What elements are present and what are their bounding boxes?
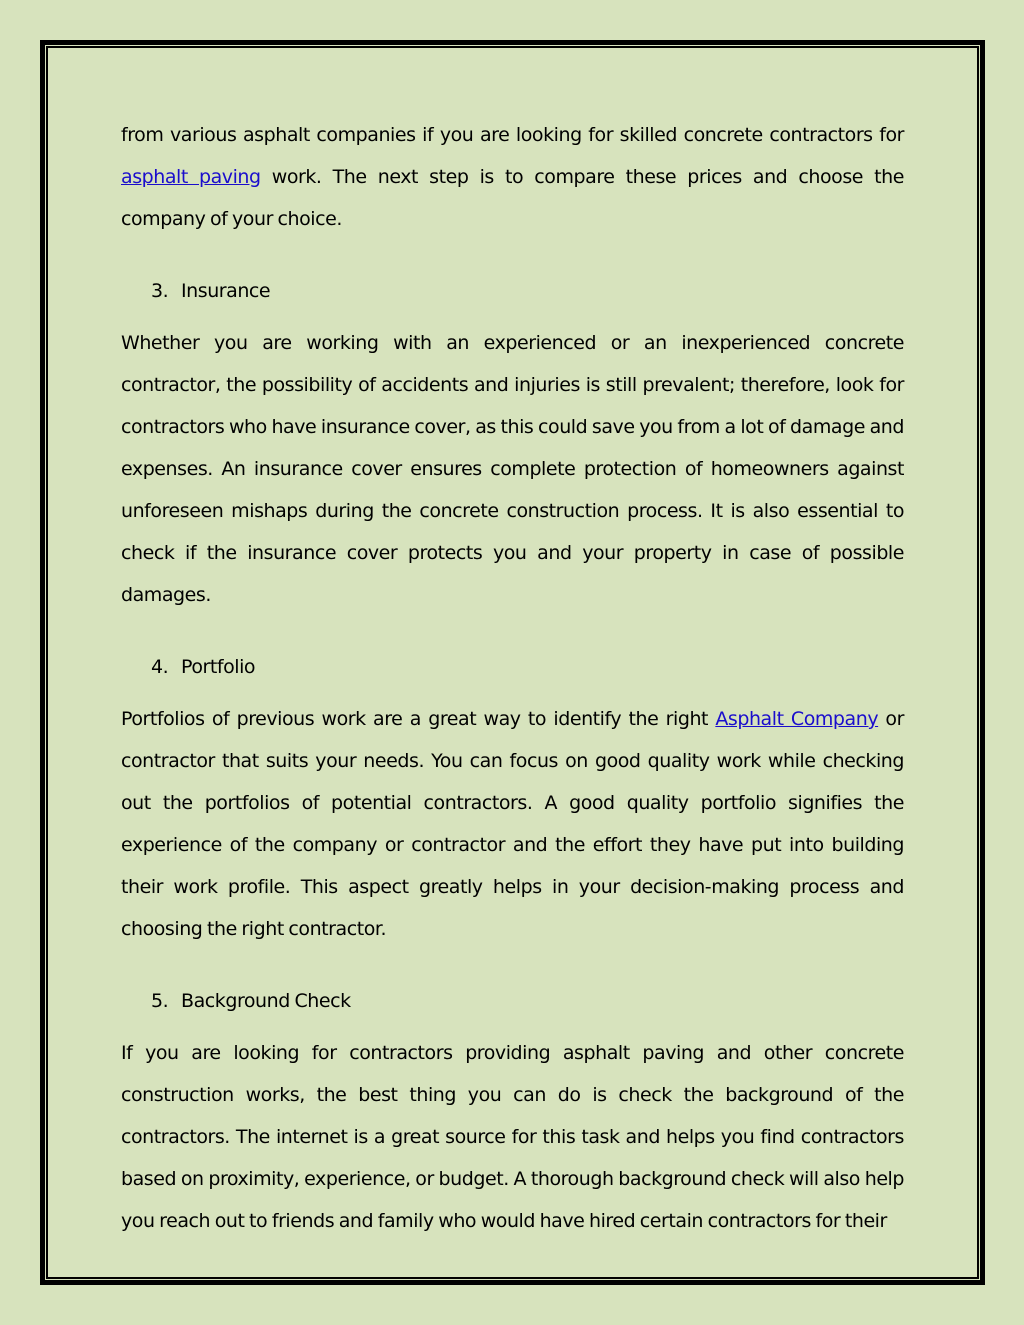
- section-number: 4.: [151, 656, 169, 678]
- section-title: Portfolio: [181, 656, 256, 678]
- paragraph-intro-rest: work. The next step is to compare these prices and choose the company of your choice.: [121, 166, 904, 230]
- paragraph-portfolio-start: Portfolios of previous work are a great way to identify the right: [121, 708, 716, 730]
- paragraph-intro: [121, 114, 904, 240]
- section-title: Background Check: [181, 990, 351, 1012]
- paragraph-portfolio-rest: or contractor that suits your needs. You can focus on good quality work while checking out the portfolios of potential contractors. A good quality portfolio signifies the experience of the company or contractor and the effort they have put into building their work profile. This aspect greatly helps in your decision-making process and choosing the right contractor.: [121, 708, 904, 940]
- section-number: 3.: [151, 280, 169, 302]
- paragraph-intro-line1: from various asphalt companies if you are looking for skilled concrete contractors for: [121, 124, 904, 146]
- paragraph-insurance: Whether you are working with an experienced or an inexperienced concrete contractor, the possibility of accidents and injuries is still prevalent; therefore, look for contractors who have insurance cover, as this could save you from a lot of damage and expenses. An insurance cover ensures complete protection of homeowners against unforeseen mishaps during the concrete construction process. It is also essential to check if the insurance cover protects you and your property in case of possible damages.: [121, 332, 904, 606]
- section-heading-background-check: [151, 980, 904, 1022]
- section-title: Insurance: [181, 280, 271, 302]
- paragraph-portfolio: [121, 698, 904, 950]
- document-body: [121, 114, 904, 1242]
- section-heading-portfolio: [151, 646, 904, 688]
- asphalt-paving-link[interactable]: asphalt paving: [121, 166, 261, 188]
- section-number: 5.: [151, 990, 169, 1012]
- paragraph-background-check: If you are looking for contractors providing asphalt paving and other concrete construction works, the best thing you can do is check the background of the contractors. The internet is a great source for this task and helps you find contractors based on proximity, experience, or budget. A thorough background check will also help you reach out to friends and family who would have hired certain contractors for their: [121, 1042, 904, 1232]
- asphalt-company-link[interactable]: Asphalt Company: [715, 708, 879, 730]
- section-heading-insurance: [151, 270, 904, 312]
